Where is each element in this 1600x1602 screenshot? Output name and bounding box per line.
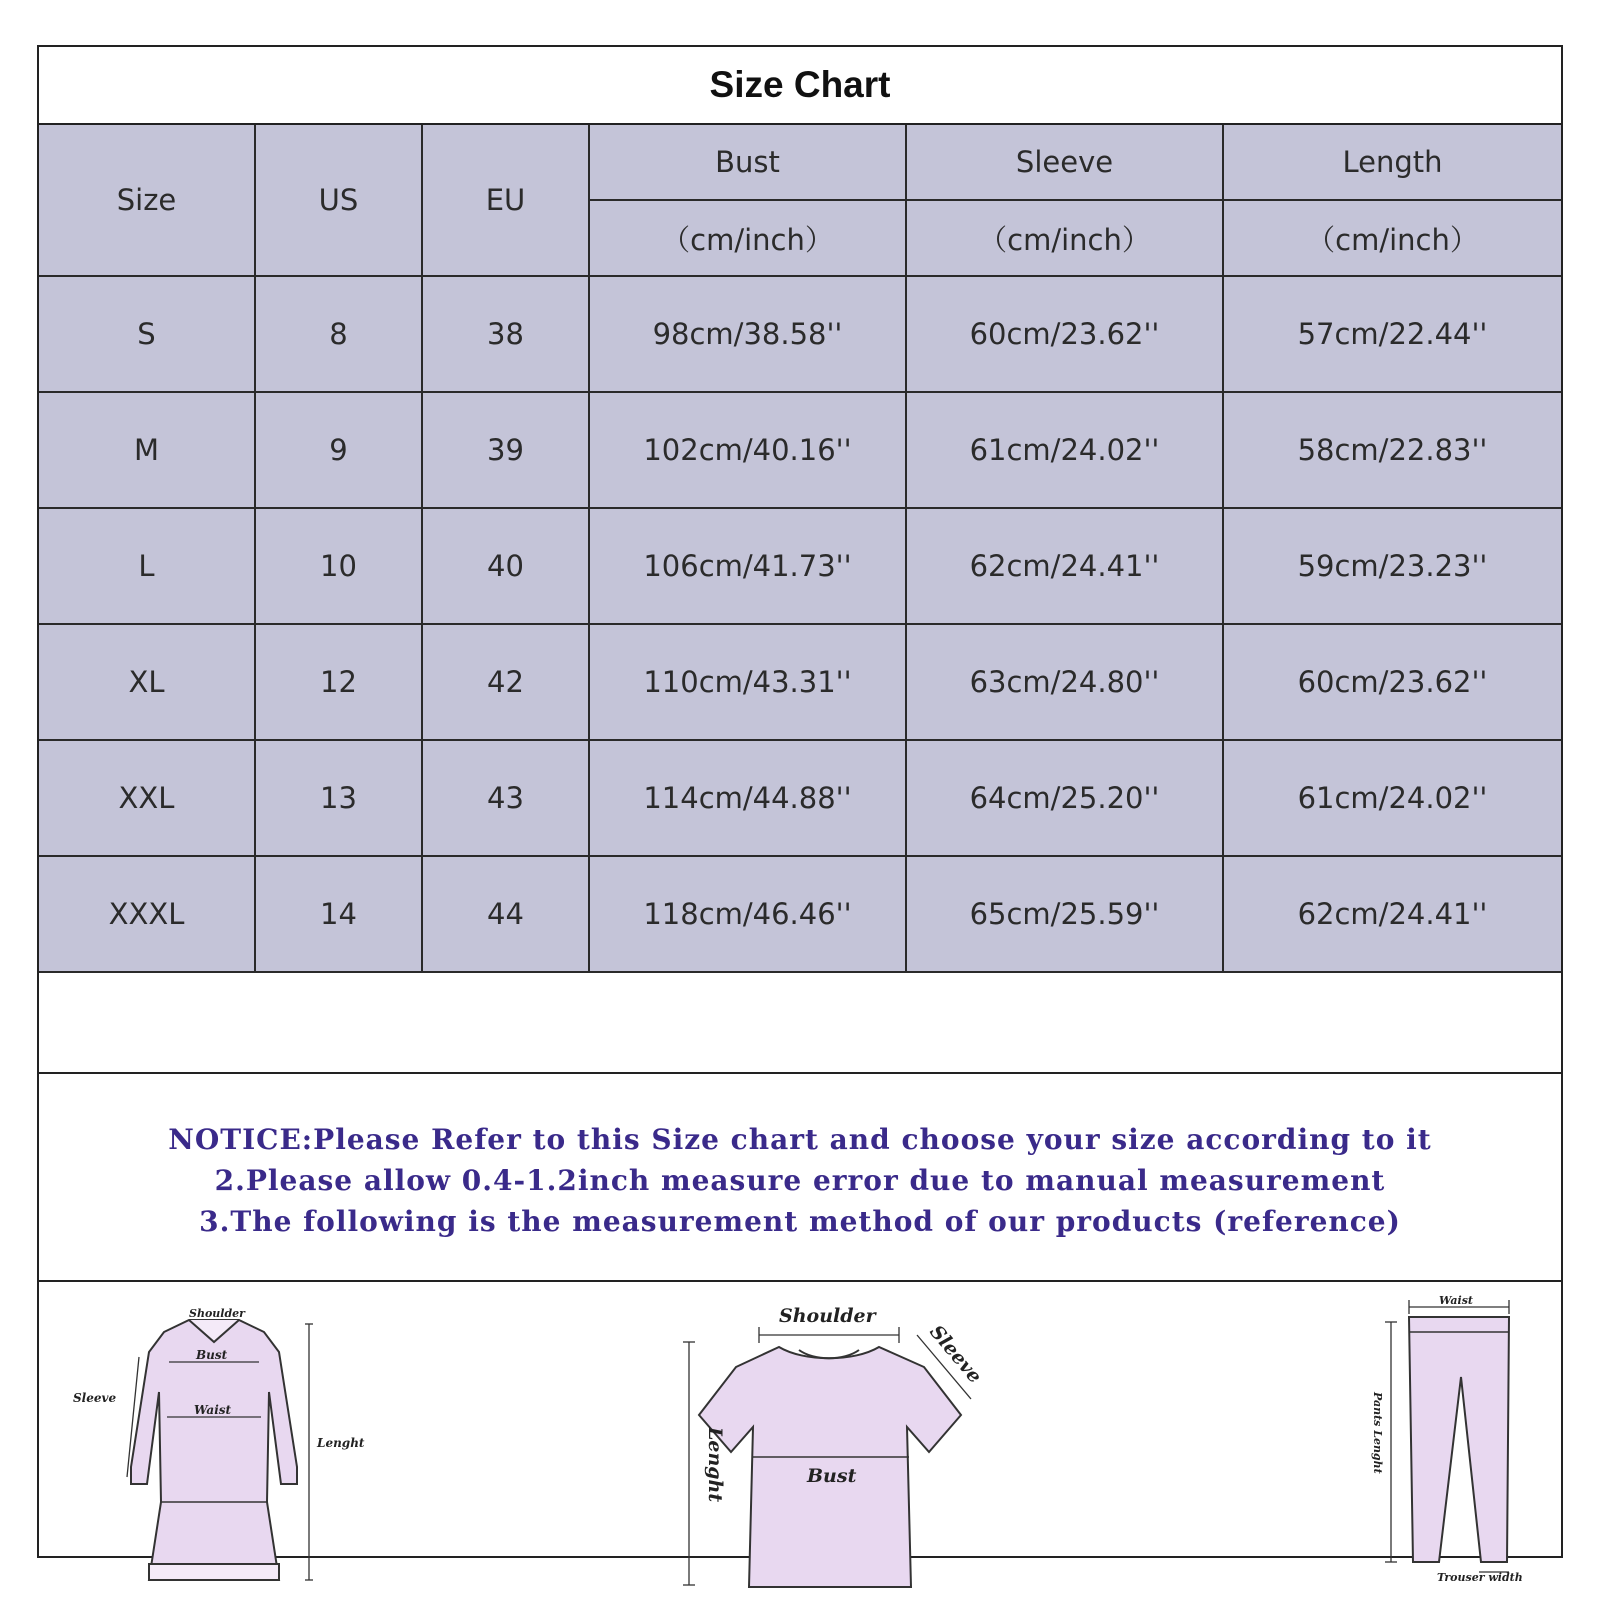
cell-eu: 42 <box>422 624 589 740</box>
tshirt-illustration <box>659 1287 1019 1587</box>
cell-eu: 38 <box>422 276 589 392</box>
tshirt-label-length: Lenght <box>704 1427 726 1503</box>
cell-us: 9 <box>255 392 422 508</box>
page-title: Size Chart <box>709 64 891 105</box>
cell-sleeve: 64cm/25.20'' <box>906 740 1223 856</box>
table-row <box>39 392 1561 508</box>
notice-line-1: NOTICE:Please Refer to this Size chart and choose your size according to it <box>168 1123 1432 1156</box>
cell-sleeve: 62cm/24.41'' <box>906 508 1223 624</box>
measurement-illustrations <box>39 1282 1561 1584</box>
cell-size: L <box>39 508 255 624</box>
header-sleeve-unit: （cm/inch） <box>906 200 1223 276</box>
cell-bust: 102cm/40.16'' <box>589 392 906 508</box>
title-row <box>39 47 1561 125</box>
tshirt-label-sleeve: Sleeve <box>925 1321 986 1388</box>
cell-bust: 106cm/41.73'' <box>589 508 906 624</box>
header-row <box>39 125 1561 200</box>
cell-length: 57cm/22.44'' <box>1223 276 1561 392</box>
table-row <box>39 740 1561 856</box>
cell-sleeve: 63cm/24.80'' <box>906 624 1223 740</box>
cell-us: 13 <box>255 740 422 856</box>
size-table <box>39 125 1561 973</box>
cell-size: S <box>39 276 255 392</box>
cell-length: 58cm/22.83'' <box>1223 392 1561 508</box>
cell-sleeve: 60cm/23.62'' <box>906 276 1223 392</box>
size-chart-frame <box>37 45 1563 1584</box>
cell-size: XXXL <box>39 856 255 972</box>
pants-label-length: Pants Lenght <box>1371 1392 1384 1474</box>
cell-us: 14 <box>255 856 422 972</box>
cell-bust: 114cm/44.88'' <box>589 740 906 856</box>
table-row <box>39 856 1561 972</box>
cell-eu: 44 <box>422 856 589 972</box>
cell-us: 10 <box>255 508 422 624</box>
cell-us: 12 <box>255 624 422 740</box>
pants-illustration <box>1371 1292 1559 1584</box>
cell-length: 59cm/23.23'' <box>1223 508 1561 624</box>
dress-illustration <box>69 1302 399 1602</box>
cell-bust: 110cm/43.31'' <box>589 624 906 740</box>
notice-line-2: 2.Please allow 0.4-1.2inch measure error due to manual measurement <box>214 1164 1386 1197</box>
cell-size: M <box>39 392 255 508</box>
pants-label-trouser-width: Trouser width <box>1437 1571 1523 1584</box>
cell-length: 61cm/24.02'' <box>1223 740 1561 856</box>
header-us: US <box>255 125 422 276</box>
dress-label-length: Lenght <box>317 1436 365 1450</box>
cell-bust: 98cm/38.58'' <box>589 276 906 392</box>
tshirt-label-bust: Bust <box>807 1465 857 1487</box>
cell-length: 60cm/23.62'' <box>1223 624 1561 740</box>
cell-us: 8 <box>255 276 422 392</box>
cell-size: XL <box>39 624 255 740</box>
header-length: Length <box>1223 125 1561 200</box>
tshirt-label-shoulder: Shoulder <box>779 1305 876 1327</box>
header-bust-unit: （cm/inch） <box>589 200 906 276</box>
cell-length: 62cm/24.41'' <box>1223 856 1561 972</box>
notice-line-3: 3.The following is the measurement method of our products (reference) <box>199 1205 1401 1238</box>
dress-label-shoulder: Shoulder <box>189 1307 245 1320</box>
header-eu: EU <box>422 125 589 276</box>
header-sleeve: Sleeve <box>906 125 1223 200</box>
table-row <box>39 276 1561 392</box>
header-size: Size <box>39 125 255 276</box>
cell-sleeve: 61cm/24.02'' <box>906 392 1223 508</box>
header-length-unit: （cm/inch） <box>1223 200 1561 276</box>
dress-label-sleeve: Sleeve <box>73 1391 117 1405</box>
notice-box <box>39 1072 1561 1282</box>
dress-label-waist: Waist <box>194 1403 232 1417</box>
dress-label-bust: Bust <box>196 1348 228 1362</box>
cell-eu: 40 <box>422 508 589 624</box>
cell-size: XXL <box>39 740 255 856</box>
table-row <box>39 508 1561 624</box>
cell-eu: 43 <box>422 740 589 856</box>
table-row <box>39 624 1561 740</box>
cell-sleeve: 65cm/25.59'' <box>906 856 1223 972</box>
cell-eu: 39 <box>422 392 589 508</box>
pants-label-waist: Waist <box>1439 1294 1473 1307</box>
cell-bust: 118cm/46.46'' <box>589 856 906 972</box>
header-bust: Bust <box>589 125 906 200</box>
